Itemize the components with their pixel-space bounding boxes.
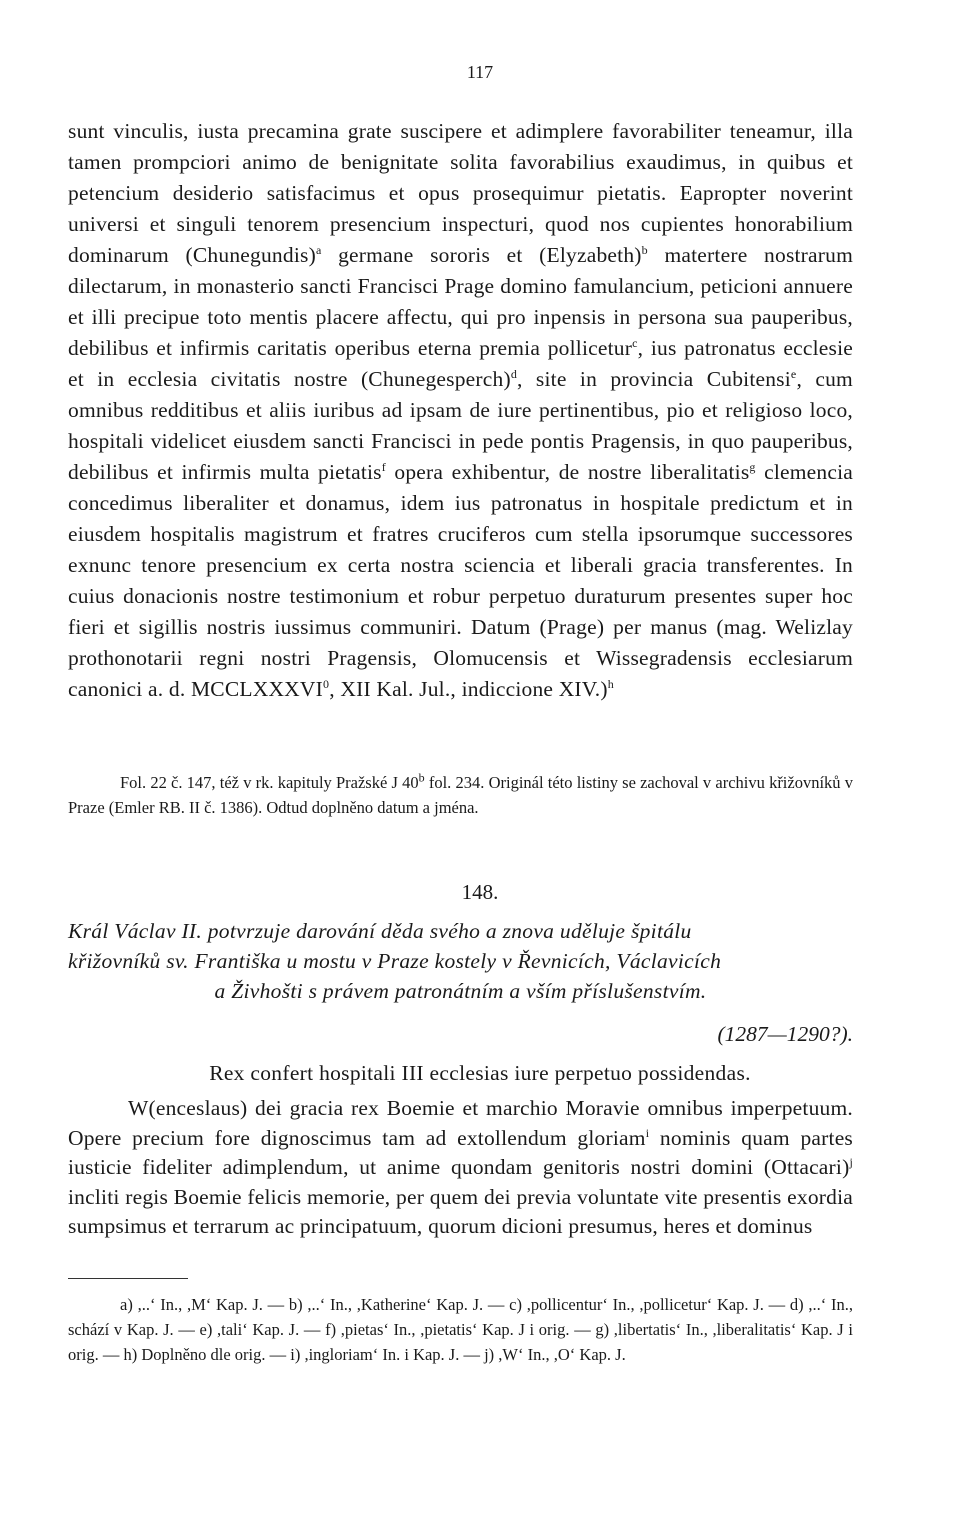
footnote-marker: f bbox=[381, 459, 386, 474]
charter-text bbox=[68, 1094, 853, 1242]
page-number: 117 bbox=[466, 62, 494, 82]
charter-paragraph bbox=[68, 116, 853, 705]
text-segment: , XII Kal. Jul., indiccione XIV.) bbox=[329, 677, 608, 701]
source-note-paragraph bbox=[68, 770, 853, 820]
text-segment: sunt vinculis, iusta precamina grate suscipere et adimplere favorabiliter teneamur, illa tamen prompciori animo de benignitate solita favorabilius exaudimus, in quibus et petencium desiderio satisfacimus et opus prosequimur pietatis. Eapropter noverint universi et singuli tenorem presencium inspecturi, quod nos cupientes honorabilium dominarum (Chunegundis) bbox=[68, 119, 853, 267]
text-segment: clemencia concedimus liberaliter et donamus, idem ius patronatus in hospitale predictum et in eiusdem hospitalis magistrum et fratres cruciferos cum stella ipsorumque successores exnunc tenore presencium ex certa nostra sciencia et liberali gracia transferentes. In cuius donacionis nostre testimonium et robur perpetuo duraturum presentes super hoc fieri et sigillis nostris iussimus communiri. Datum (Prage) per manus (mag. Welizlay prothonotarii regni nostri Pragensis, Olomucensis et Wissegradensis ecclesiarum canonici a. d. MCCLXXXVI bbox=[68, 460, 854, 701]
charter-text-continuation bbox=[68, 116, 853, 705]
regest-line: křižovníků sv. Františka u mostu v Praze kostely v Řevnicích, Václavicích bbox=[68, 949, 722, 973]
charter-paragraph bbox=[68, 1094, 853, 1242]
footnote-marker: b bbox=[641, 242, 648, 257]
text-segment: , ius patronatus ecclesie et in ecclesia civitatis nostre (Chunegesperch) bbox=[68, 336, 853, 391]
footnote-marker: i bbox=[645, 1125, 650, 1140]
footnote-marker: j bbox=[849, 1154, 853, 1169]
text-segment: incliti regis Boemie felicis memorie, per quem dei previa voluntate vite presentis exordia sumpsimus et terrarum ac principatuum, quorum dicioni presumus, heres et dominus bbox=[68, 1184, 853, 1238]
document-number: 148. bbox=[461, 880, 499, 904]
note-segment: Fol. 22 č. 147, též v rk. kapituly Pražské J 40 bbox=[120, 773, 419, 792]
footnotes-paragraph: a) ,..‘ In., ,M‘ Kap. J. — b) ,..‘ In., ,Katherine‘ Kap. J. — c) ,pollicentur‘ In., ,pollicetur‘ Kap. J. — d) ,..‘ In., schází v Kap. J. — e) ,tali‘ Kap. J. — f) ,pietas‘ In., ,pietatis‘ Kap. J i orig. — g) ,libertatis‘ In., ,liberalitatis‘ Kap. J i orig. — h) Doplněno dle orig. — i) ,ingloriam‘ In. i Kap. J. — j) ,W‘ In., ,O‘ Kap. J. bbox=[68, 1295, 853, 1364]
footnote-marker: a bbox=[315, 242, 322, 257]
year-superscript: 0 bbox=[323, 676, 330, 691]
text-segment: nominis quam partes iusticie fideliter adimplendum, ut anime quondam genitoris nostri domini (Ottacari) bbox=[68, 1125, 854, 1179]
text-segment: , site in provincia Cubitensi bbox=[517, 367, 791, 391]
document-date: (1287—1290?). bbox=[717, 1022, 853, 1046]
source-note bbox=[68, 770, 853, 820]
text-segment: W(enceslaus) dei gracia rex Boemie et marchio Moravie omnibus imperpetuum. Opere precium fore dignoscimus tam ad extollendum gloriam bbox=[68, 1096, 853, 1150]
footnotes bbox=[68, 1292, 853, 1367]
regest-line: a Živhošti s právem patronátním a vším příslušenstvím. bbox=[214, 979, 707, 1003]
regest-line: Král Václav II. potvrzuje darování děda svého a znova uděluje špitálu bbox=[68, 919, 692, 943]
document-summary: Rex confert hospitali III ecclesias iure perpetuo possidendas. bbox=[209, 1061, 751, 1085]
footnote-marker: e bbox=[790, 366, 797, 381]
footnote-marker: c bbox=[632, 335, 638, 350]
text-segment: matertere nostrarum dilectarum, in monasterio sancti Francisci Prage domino famulancium, peticioni annuere et illi precipue toto mentis placere affectu, qui pro inpensis in persona sua pauperibus, debilibus et infirmis caritatis operibus eterna premia pollicetur bbox=[68, 243, 854, 360]
footnote-marker: h bbox=[607, 676, 614, 691]
text-segment: germane sororis et (Elyzabeth) bbox=[321, 243, 642, 267]
text-segment: opera exhibentur, de nostre liberalitatis bbox=[385, 460, 750, 484]
note-segment: fol. 234. Originál této listiny se zachoval v archivu křižovníků v Praze (Emler RB. II č. 1386). Odtud doplněno datum a jména. bbox=[68, 773, 854, 817]
text-segment: , cum omnibus redditibus et aliis iuribus ad ipsam de iure pertinentibus, pio et religioso loco, hospitali videlicet eiusdem sancti Francisci in pede pontis Pragensis, in quo pauperibus, debilibus et infirmis multa pietatis bbox=[68, 367, 853, 484]
footnote-marker: g bbox=[749, 459, 756, 474]
footnote-divider bbox=[68, 1278, 188, 1279]
folio-superscript: b bbox=[418, 770, 425, 785]
document-regest bbox=[68, 916, 853, 1006]
footnote-marker: d bbox=[510, 366, 518, 381]
